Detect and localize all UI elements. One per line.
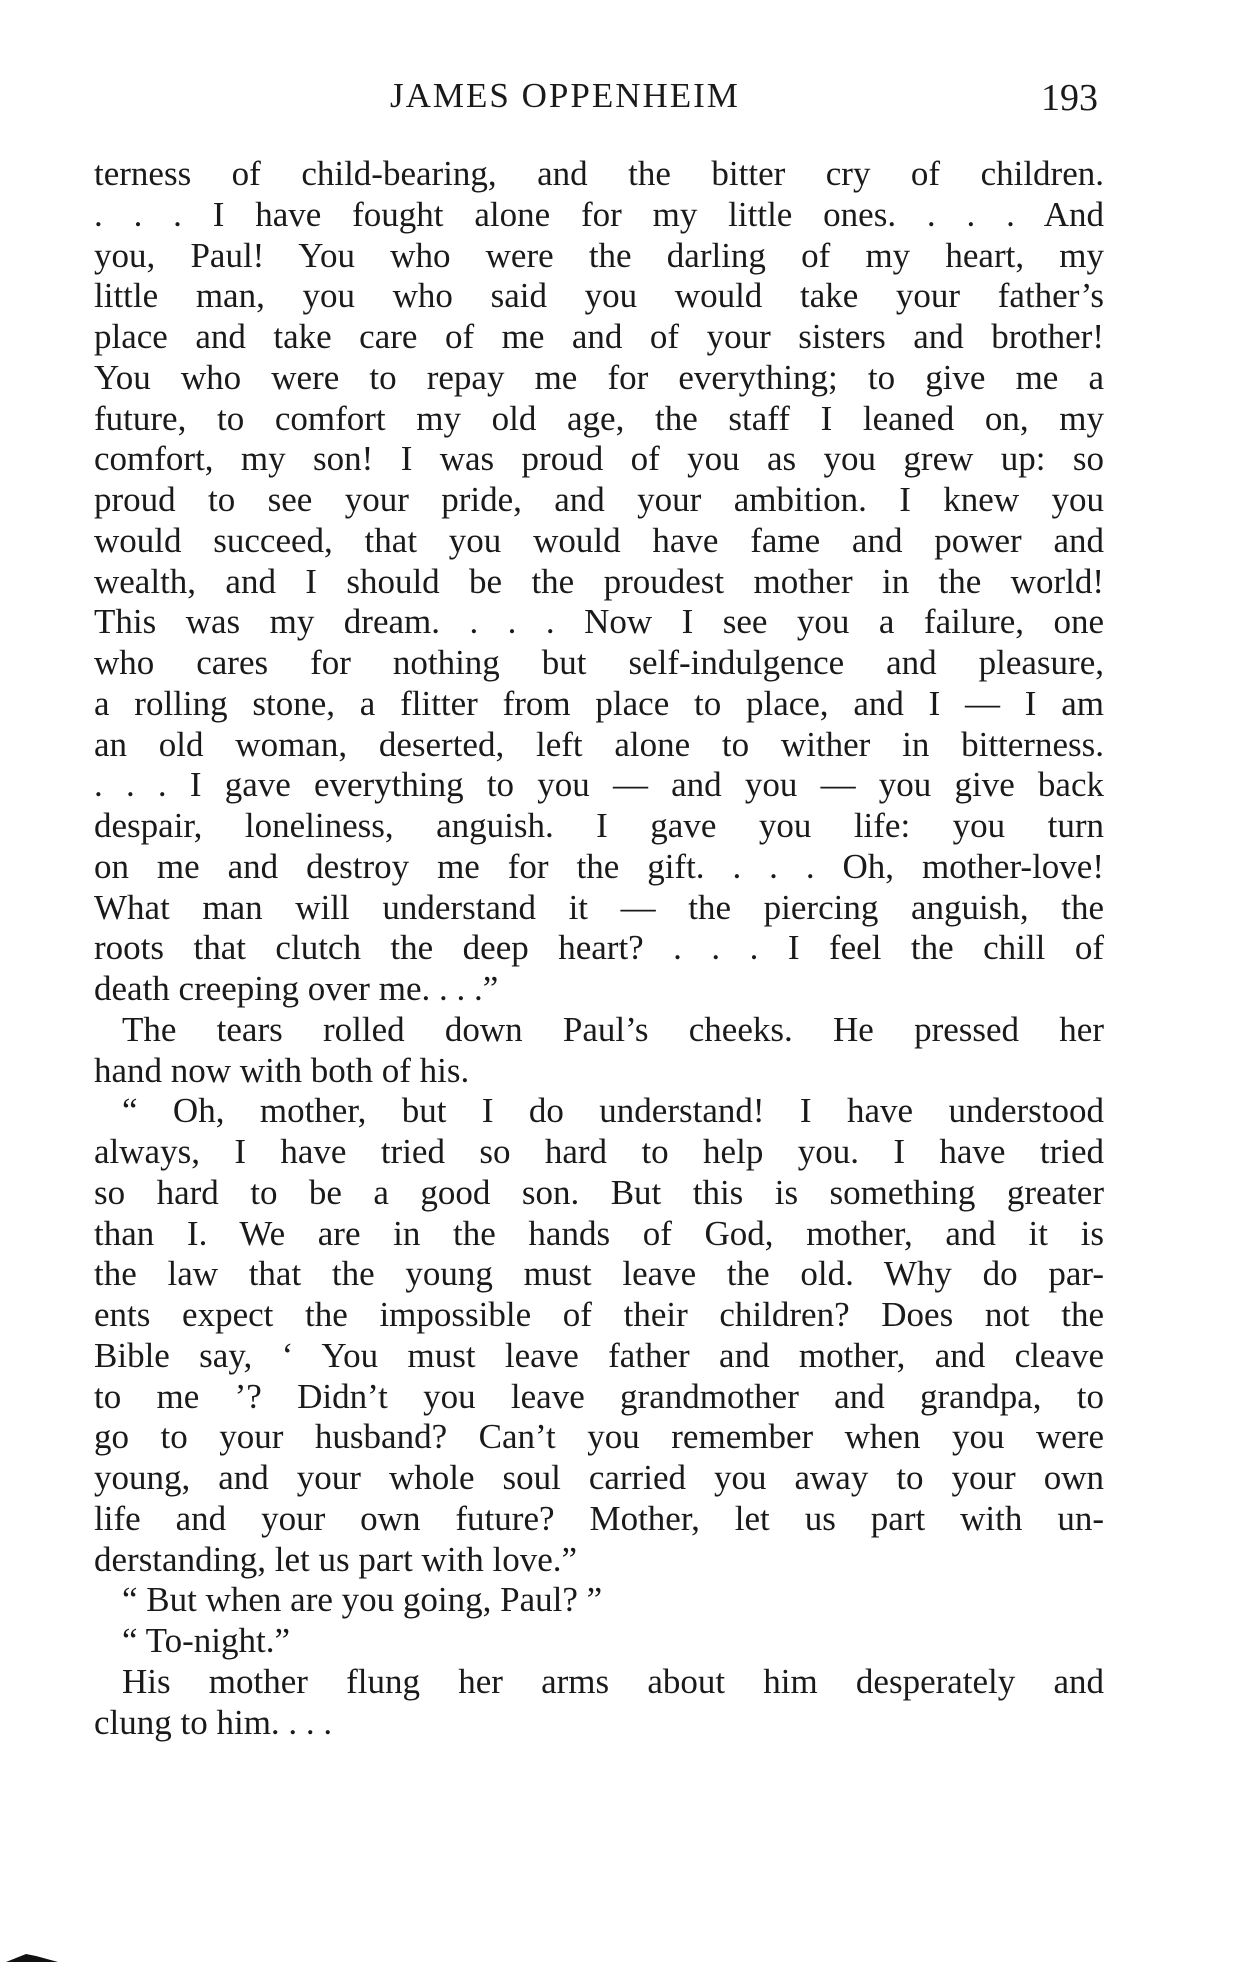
text-line: Bible say, ‘ You must leave father and mother, and cleave [94, 1335, 1104, 1375]
text-line: would succeed, that you would have fame and power and [94, 520, 1104, 560]
text-line: future, to comfort my old age, the staff I leaned on, my [94, 398, 1104, 438]
text-line: clung to him. . . . [94, 1702, 333, 1742]
text-line: ents expect the impossible of their children? Does not the [94, 1295, 1104, 1334]
text-line: “ But when are you going, Paul? ” [122, 1580, 603, 1620]
text-line: roots that clutch the deep heart? . . . I feel the chill of [94, 928, 1104, 968]
text-line: you, Paul! You who were the darling of my heart, my [94, 235, 1104, 275]
text-line: so hard to be a good son. But this is something greater [94, 1172, 1104, 1212]
text-line: the law that the young must leave the old. Why do par- [94, 1254, 1104, 1294]
text-line: derstanding, let us part with love.” [94, 1539, 578, 1579]
text-line: go to your husband? Can’t you remember when you were [94, 1417, 1104, 1457]
text-line: . . . I have fought alone for my little ones. . . . And [94, 194, 1104, 234]
text-line: to me ’? Didn’t you leave grandmother and grandpa, to [94, 1376, 1104, 1416]
text-line: death creeping over me. . . .” [94, 969, 499, 1008]
text-line: You who were to repay me for everything; to give me a [94, 357, 1104, 397]
running-head: JAMES OPPENHEIM [390, 76, 740, 115]
text-line: The tears rolled down Paul’s cheeks. He pressed her [122, 1009, 1104, 1049]
text-line: “ To-night.” [122, 1621, 290, 1660]
text-line: always, I have tried so hard to help you. I have tried [94, 1132, 1104, 1171]
page-number: 193 [1041, 77, 1098, 119]
text-line: . . . I gave everything to you — and you — you give back [94, 765, 1104, 805]
text-line: This was my dream. . . . Now I see you a failure, one [94, 602, 1104, 642]
text-line: “ Oh, mother, but I do understand! I have understood [122, 1091, 1104, 1131]
page-edge-mark [6, 1950, 58, 1964]
text-line: little man, you who said you would take your father’s [94, 276, 1104, 316]
text-line: a rolling stone, a flitter from place to place, and I — I am [94, 683, 1104, 723]
text-line: despair, loneliness, anguish. I gave you life: you turn [94, 806, 1104, 845]
text-line: terness of child-bearing, and the bitter cry of children. [94, 154, 1104, 193]
text-line: hand now with both of his. [94, 1050, 470, 1090]
text-line: wealth, and I should be the proudest mother in the world! [94, 561, 1104, 601]
text-line: than I. We are in the hands of God, mother, and it is [94, 1213, 1104, 1253]
text-line: life and your own future? Mother, let us part with un- [94, 1498, 1104, 1538]
text-line: who cares for nothing but self-indulgence and pleasure, [94, 643, 1104, 682]
text-line: place and take care of me and of your sisters and brother! [94, 317, 1104, 356]
text-line: young, and your whole soul carried you away to your own [94, 1458, 1104, 1497]
text-line: comfort, my son! I was proud of you as you grew up: so [94, 439, 1104, 479]
body-text [94, 154, 1104, 1743]
text-line: His mother flung her arms about him desperately and [122, 1661, 1104, 1701]
text-line: on me and destroy me for the gift. . . . Oh, mother-love! [94, 846, 1104, 886]
page-header [0, 74, 1246, 124]
text-line: What man will understand it — the piercing anguish, the [94, 887, 1104, 927]
text-line: an old woman, deserted, left alone to wither in bitterness. [94, 724, 1104, 764]
text-line: proud to see your pride, and your ambition. I knew you [94, 480, 1104, 519]
